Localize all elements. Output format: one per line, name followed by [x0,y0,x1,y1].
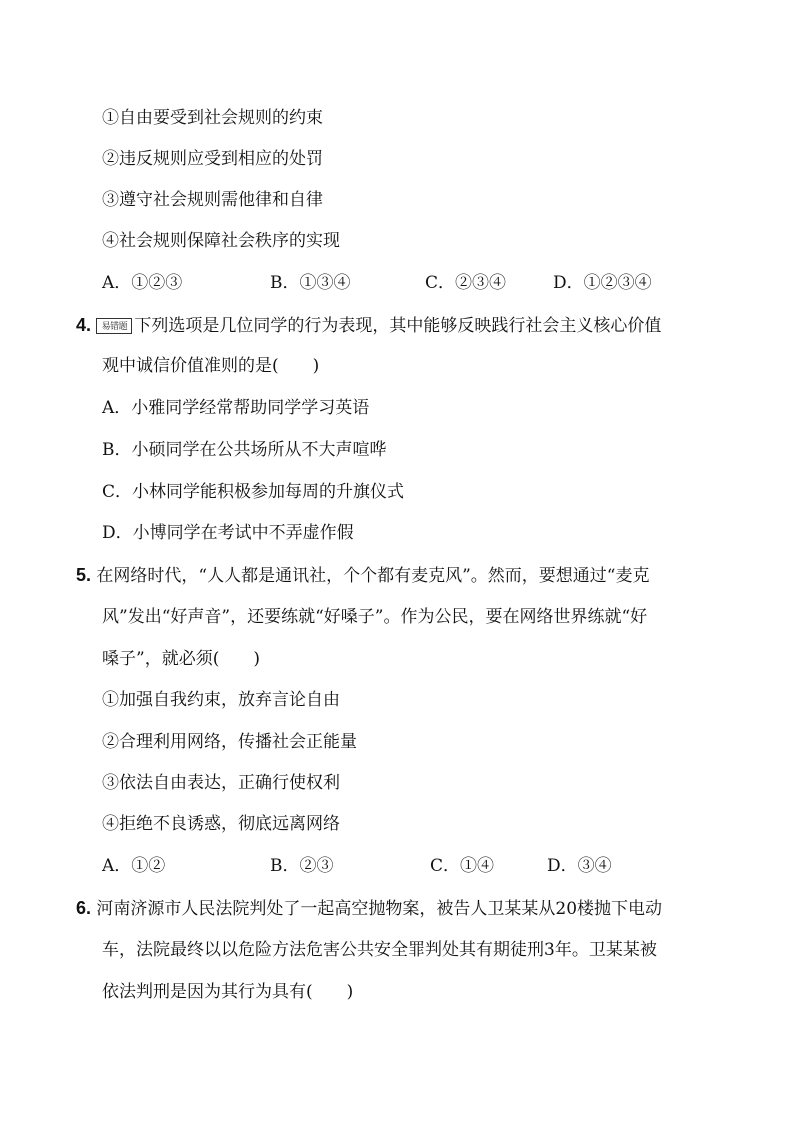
q4-stem-line-2: 观中诚信价值准则的是( ) [102,356,320,376]
q3-option-a: A．①②③ [102,273,183,293]
q5-stem-line-1 [76,564,650,587]
q6-text-1: 河南济源市人民法院判处了一起高空抛物案，被告人卫某某从20楼抛下电动 [96,899,663,919]
q4-number: 4. [76,315,92,335]
q5-item-4: ④拒绝不良诱惑，彻底远离网络 [102,814,340,834]
q6-number: 6. [76,898,92,918]
q5-option-d: D．③④ [547,856,612,876]
q3-option-c: C．②③④ [425,273,507,293]
q5-option-c: C．①④ [430,856,495,876]
q5-number: 5. [76,565,92,585]
q3-option-d: D．①②③④ [553,273,652,293]
q3-item-1: ①自由要受到社会规则的约束 [102,108,323,128]
q6-stem-line-2: 车，法院最终以以危险方法危害公共安全罪判处其有期徒刑3年。卫某某被 [102,940,657,960]
q5-option-a: A．①② [102,856,166,876]
q5-item-3: ③依法自由表达，正确行使权利 [102,773,340,793]
q3-item-2: ②违反规则应受到相应的处罚 [102,149,323,169]
q4-option-c: C．小林同学能积极参加每周的升旗仪式 [102,482,405,502]
q6-stem-line-1 [76,897,662,920]
q5-item-2: ②合理利用网络，传播社会正能量 [102,732,357,752]
q5-text-1: 在网络时代，“人人都是通讯社，个个都有麦克风”。然而，要想通过“麦克 [96,566,650,586]
q4-stem-line-1 [76,314,661,337]
q5-stem-line-2: 风”发出“好声音”，还要练就“好嗓子”。作为公民，要在网络世界练就“好 [102,607,648,627]
q4-badge: 易错题 [96,318,132,334]
q5-item-1: ①加强自我约束，放弃言论自由 [102,690,340,710]
q3-item-3: ③遵守社会规则需他律和自律 [102,190,323,210]
q4-option-d: D．小博同学在考试中不弄虚作假 [102,523,354,543]
q5-option-b: B．②③ [270,856,334,876]
q6-stem-line-3: 依法判刑是因为其行为具有( ) [102,982,354,1002]
q4-option-a: A．小雅同学经常帮助同学学习英语 [102,398,370,418]
q3-item-4: ④社会规则保障社会秩序的实现 [102,231,340,251]
q5-stem-line-3: 嗓子”，就必须( ) [102,649,260,669]
q4-text-1: 下列选项是几位同学的行为表现，其中能够反映践行社会主义核心价值 [134,316,662,336]
q3-option-b: B．①③④ [270,273,351,293]
q4-option-b: B．小硕同学在公共场所从不大声喧哗 [102,440,387,460]
